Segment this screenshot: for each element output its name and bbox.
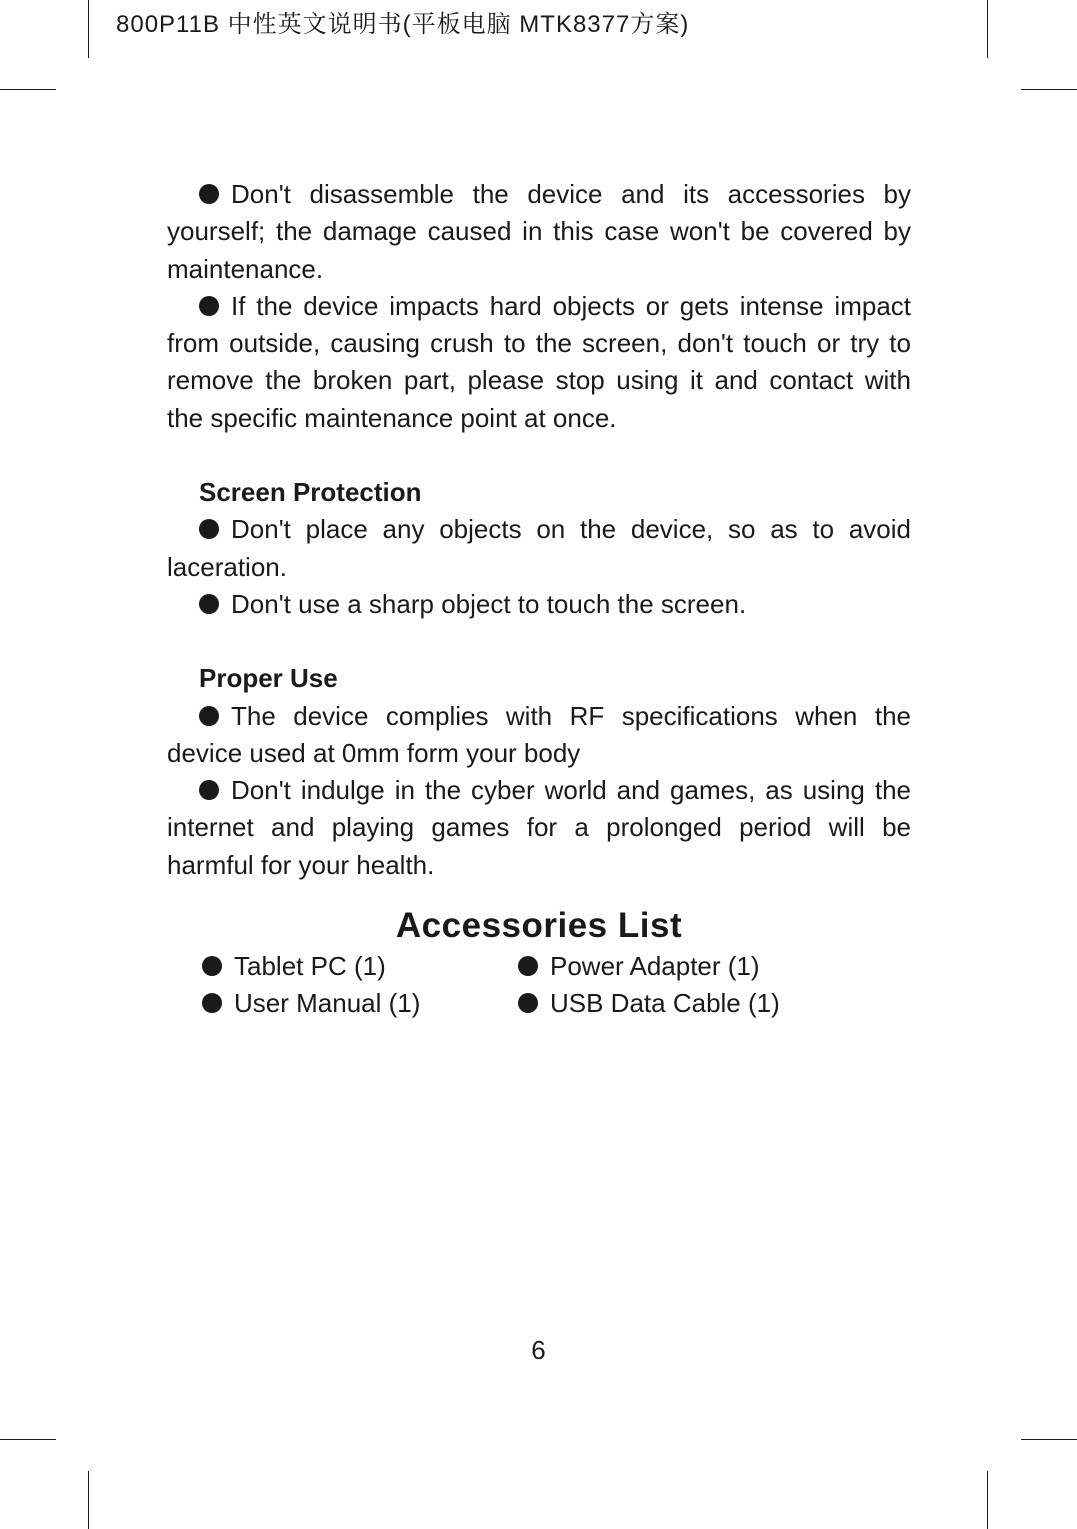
list-item — [167, 772, 911, 884]
page-number: 6 — [531, 1335, 546, 1365]
accessory-item-user-manual — [202, 985, 518, 1022]
section-title-screen-protection: Screen Protection — [199, 477, 422, 508]
crop-mark-bottom-left — [88, 1471, 89, 1529]
spacer — [167, 623, 911, 660]
bullet-icon — [518, 956, 538, 976]
crop-mark-top-left-horizontal — [0, 89, 56, 90]
crop-mark-top-right — [987, 0, 988, 58]
accessories-title: Accessories List — [395, 906, 683, 946]
crop-mark-top-left — [88, 0, 89, 58]
bullet-icon — [199, 184, 219, 204]
paragraph-text: If the device impacts hard objects or gets intense impact from outside, causing crush to the screen, don't touch or try to remove the broken part, please stop using it and contact with the specific maintenance point at once. — [167, 290, 911, 433]
accessory-label: Power Adapter (1) — [550, 951, 760, 982]
crop-mark-bottom-right-horizontal — [1021, 1439, 1077, 1440]
bullet-icon — [199, 780, 219, 800]
list-item-text: The device complies with RF specifications when the device used at 0mm form your body — [167, 700, 911, 768]
paragraph-disassemble — [167, 176, 911, 288]
accessory-label: User Manual (1) — [234, 988, 421, 1019]
spacer — [167, 437, 911, 474]
accessory-item-power-adapter — [518, 948, 818, 985]
paragraph-text: Don't disassemble the device and its accessories by yourself; the damage caused in this case won't be covered by maintenance. — [167, 179, 911, 284]
list-item — [167, 698, 911, 773]
list-item — [167, 586, 911, 623]
list-item-text: Don't use a sharp object to touch the screen. — [231, 588, 747, 619]
bullet-icon — [518, 993, 538, 1013]
accessory-item-tablet-pc — [202, 948, 518, 985]
list-item — [167, 511, 911, 586]
bullet-icon — [202, 956, 222, 976]
list-item-text: Don't place any objects on the device, so as to avoid laceration. — [167, 514, 911, 582]
section-title-proper-use: Proper Use — [199, 663, 338, 694]
bullet-icon — [199, 594, 219, 614]
accessories-list — [167, 948, 911, 1022]
accessory-label: USB Data Cable (1) — [550, 988, 780, 1019]
crop-mark-bottom-left-horizontal — [0, 1439, 56, 1440]
bullet-icon — [199, 296, 219, 316]
list-item-text: Don't indulge in the cyber world and games, as using the internet and playing games for a prolonged period will be harmful for your health. — [167, 775, 911, 880]
accessory-label: Tablet PC (1) — [234, 951, 386, 982]
accessory-item-usb-data-cable — [518, 985, 818, 1022]
bullet-icon — [199, 519, 219, 539]
crop-mark-bottom-right — [987, 1471, 988, 1529]
document-header: 800P11B 中性英文说明书(平板电脑 MTK8377方案) — [116, 11, 690, 38]
bullet-icon — [199, 706, 219, 726]
bullet-icon — [202, 993, 222, 1013]
paragraph-impact — [167, 288, 911, 437]
crop-mark-top-right-horizontal — [1021, 89, 1077, 90]
page-content — [167, 176, 911, 1022]
